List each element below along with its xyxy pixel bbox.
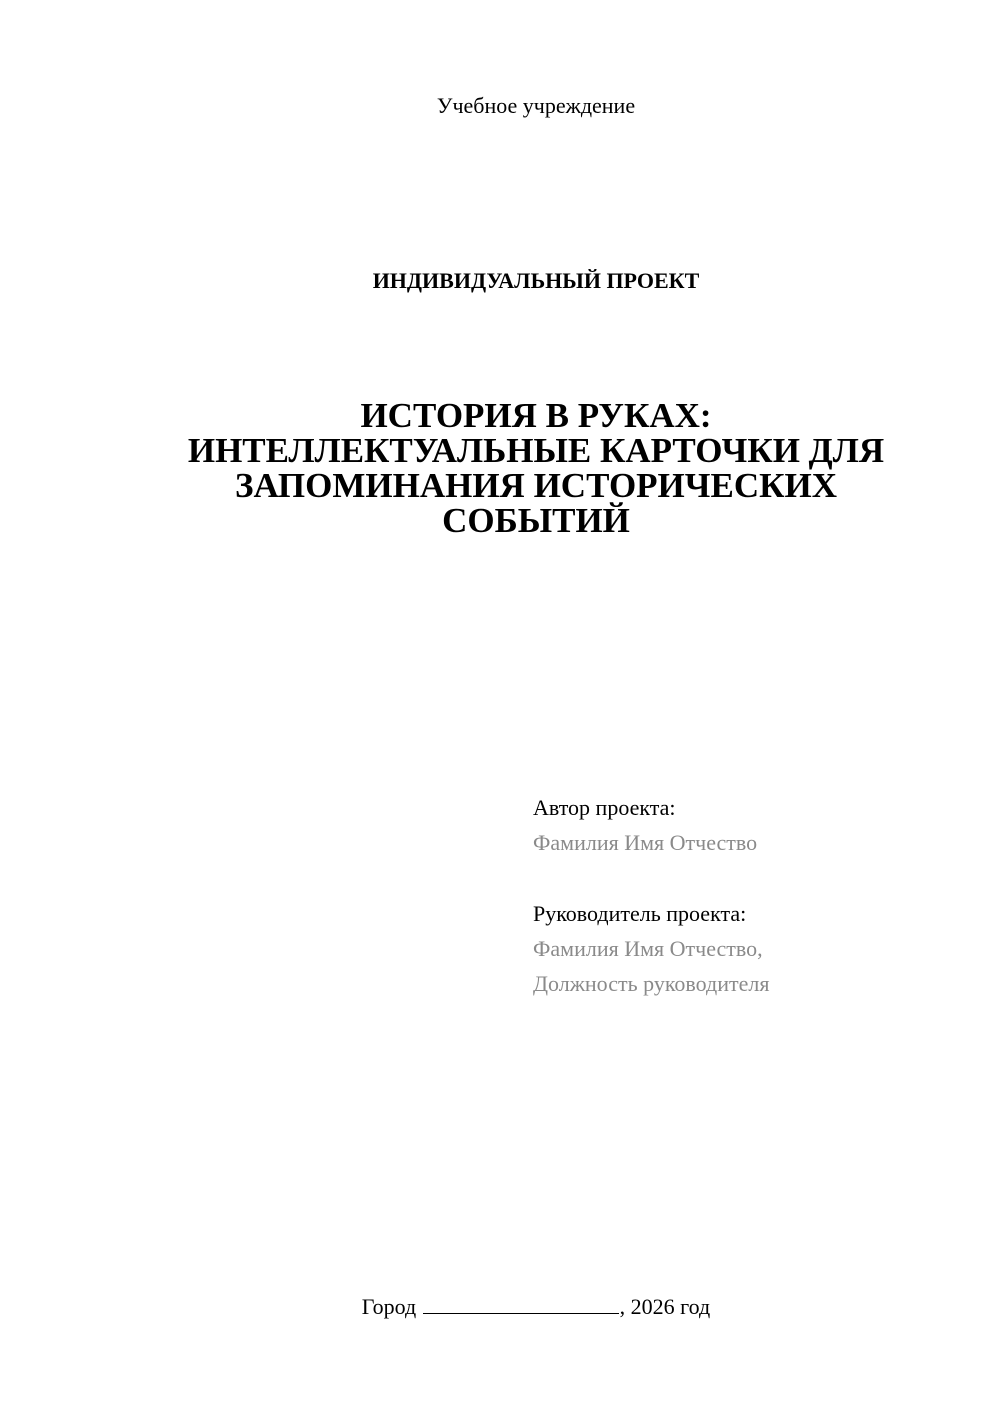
author-name: Фамилия Имя Отчество — [533, 830, 758, 855]
title-line: ИСТОРИЯ В РУКАХ: — [360, 396, 712, 435]
supervisor-label: Руководитель проекта: — [533, 901, 747, 926]
title-line: ЗАПОМИНАНИЯ ИСТОРИЧЕСКИХ — [235, 466, 837, 505]
project-type-heading: ИНДИВИДУАЛЬНЫЙ ПРОЕКТ — [372, 268, 700, 293]
year-text: , 2026 год — [619, 1294, 711, 1319]
institution-name: Учебное учреждение — [436, 93, 636, 118]
project-title — [0, 398, 1000, 538]
supervisor-position: Должность руководителя — [533, 971, 770, 996]
title-line: ИНТЕЛЛЕКТУАЛЬНЫЕ КАРТОЧКИ ДЛЯ — [187, 431, 885, 470]
city-blank-line — [423, 1291, 619, 1314]
title-line: СОБЫТИЙ — [442, 501, 630, 540]
credits-block — [533, 790, 973, 1001]
city-label: Город — [361, 1294, 417, 1319]
footer-city-year — [0, 1291, 1000, 1321]
supervisor-name: Фамилия Имя Отчество, — [533, 936, 763, 961]
author-label: Автор проекта: — [533, 795, 676, 820]
credits-spacer — [533, 860, 973, 896]
